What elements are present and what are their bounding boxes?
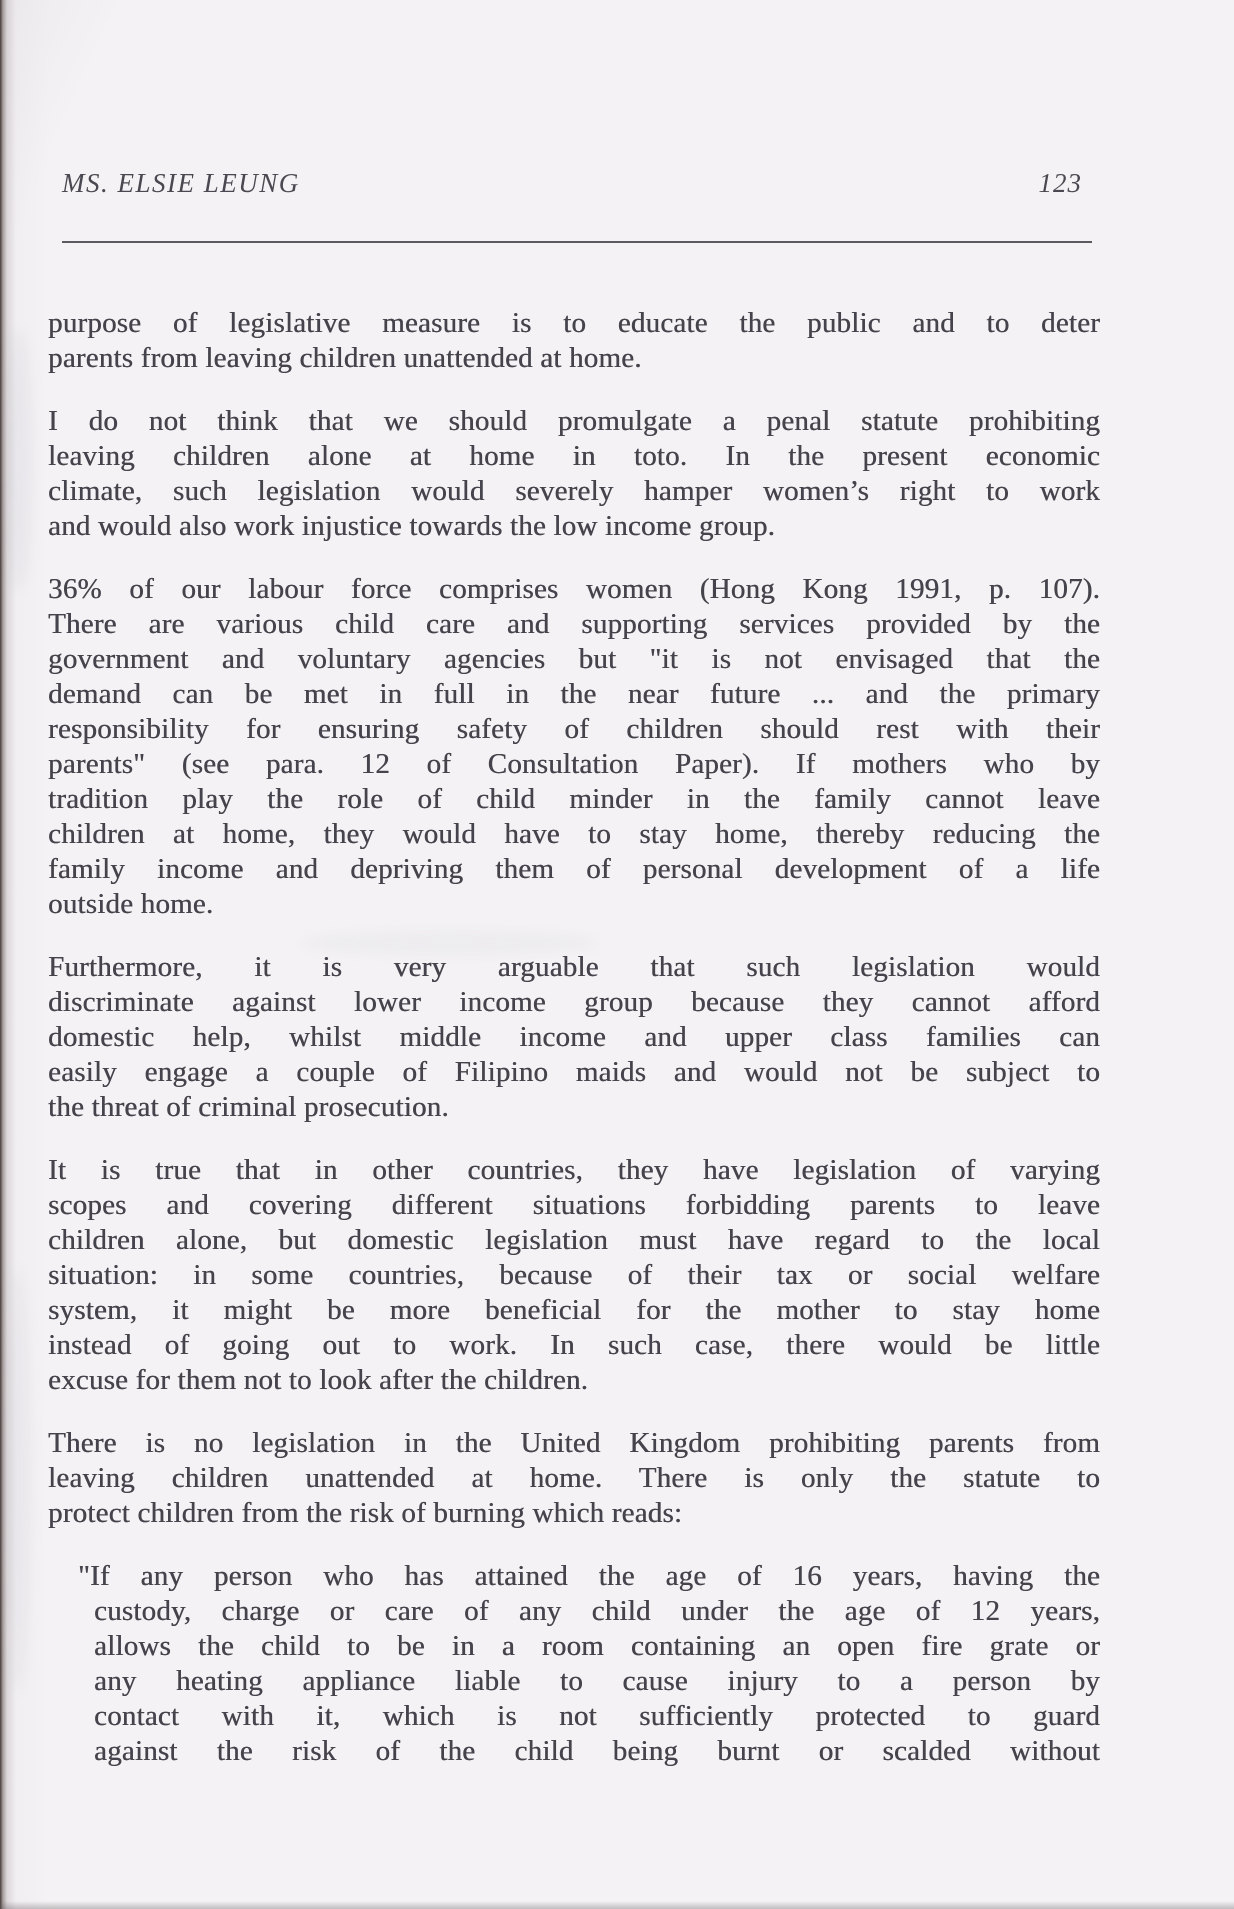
text-line: parents" (see para. 12 of Consultation Paper). If mothers who by <box>48 748 1100 780</box>
text-line: contact with it, which is not sufficiently protected to guard <box>94 1700 1100 1732</box>
text-line: It is true that in other countries, they have legislation of varying <box>48 1154 1100 1186</box>
text-line: situation: in some countries, because of their tax or social welfare <box>48 1259 1100 1291</box>
text-line: Furthermore, it is very arguable that such legislation would <box>48 951 1100 983</box>
text-line: easily engage a couple of Filipino maids and would not be subject to <box>48 1056 1100 1088</box>
text-line: government and voluntary agencies but "it is not envisaged that the <box>48 643 1100 675</box>
text-line: any heating appliance liable to cause injury to a person by <box>94 1665 1100 1697</box>
quote-paragraph <box>78 1559 1100 1769</box>
text-line: protect children from the risk of burning which reads: <box>48 1497 683 1529</box>
text-line: instead of going out to work. In such case, there would be little <box>48 1329 1100 1361</box>
text-line: domestic help, whilst middle income and upper class families can <box>48 1021 1100 1053</box>
text-line: against the risk of the child being burnt or scalded without <box>94 1735 1100 1767</box>
paragraph <box>48 1426 1100 1531</box>
text-line: discriminate against lower income group because they cannot afford <box>48 986 1100 1018</box>
text-line: family income and depriving them of personal development of a life <box>48 853 1100 885</box>
paragraph <box>48 572 1100 922</box>
text-line: scopes and covering different situations forbidding parents to leave <box>48 1189 1100 1221</box>
text-line: There are various child care and supporting services provided by the <box>48 608 1100 640</box>
header-divider-rule <box>62 241 1092 243</box>
text-line: There is no legislation in the United Kingdom prohibiting parents from <box>48 1427 1100 1459</box>
text-line: children alone, but domestic legislation must have regard to the local <box>48 1224 1100 1256</box>
text-line: responsibility for ensuring safety of children should rest with their <box>48 713 1100 745</box>
text-line: climate, such legislation would severely hamper women’s right to work <box>48 475 1100 507</box>
paragraph <box>48 404 1100 544</box>
text-line: the threat of criminal prosecution. <box>48 1091 449 1123</box>
text-line: 36% of our labour force comprises women (Hong Kong 1991, p. 107). <box>48 573 1100 605</box>
text-line: demand can be met in full in the near future ... and the primary <box>48 678 1100 710</box>
document-body <box>48 306 1100 1797</box>
text-line: tradition play the role of child minder in the family cannot leave <box>48 783 1100 815</box>
text-line: leaving children alone at home in toto. In the present economic <box>48 440 1100 472</box>
text-line: children at home, they would have to stay home, thereby reducing the <box>48 818 1100 850</box>
paragraph <box>48 1153 1100 1398</box>
text-line: I do not think that we should promulgate a penal statute prohibiting <box>48 405 1100 437</box>
scan-smudge-artifact <box>6 330 32 590</box>
text-line: system, it might be more beneficial for the mother to stay home <box>48 1294 1100 1326</box>
scan-edge-bottom-artifact <box>0 1901 1234 1909</box>
text-line: and would also work injustice towards the low income group. <box>48 510 776 542</box>
text-line: "If any person who has attained the age of 16 years, having the <box>78 1560 1100 1592</box>
paragraph <box>48 306 1100 376</box>
text-line: outside home. <box>48 888 214 920</box>
header-title: MS. ELSIE LEUNG <box>62 168 300 198</box>
text-line: parents from leaving children unattended at home. <box>48 342 642 374</box>
scan-smudge-artifact <box>6 1270 30 1690</box>
page-number: 123 <box>1038 168 1082 198</box>
scan-edge-left-artifact <box>0 0 16 1909</box>
text-line: leaving children unattended at home. There is only the statute to <box>48 1462 1100 1494</box>
paragraph <box>48 950 1100 1125</box>
text-line: custody, charge or care of any child under the age of 12 years, <box>94 1595 1100 1627</box>
text-line: excuse for them not to look after the children. <box>48 1364 589 1396</box>
text-line: purpose of legislative measure is to educate the public and to deter <box>48 307 1100 339</box>
text-line: allows the child to be in a room containing an open fire grate or <box>94 1630 1100 1662</box>
